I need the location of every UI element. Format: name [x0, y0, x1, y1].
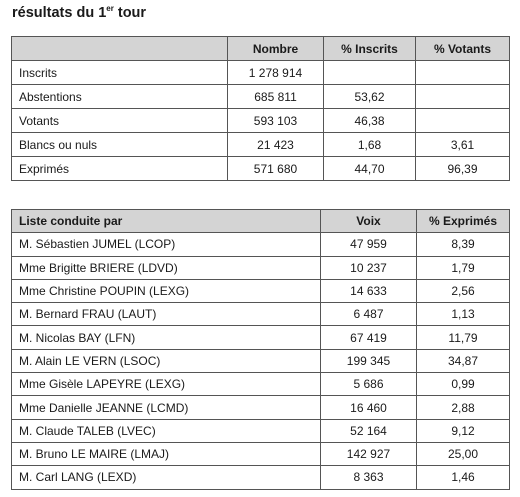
- table-row: [12, 133, 510, 157]
- table-row: [12, 61, 510, 85]
- list-voix: 10 237: [321, 256, 417, 279]
- table-row: [12, 442, 510, 465]
- list-leader-name: Mme Danielle JEANNE (LCMD): [12, 396, 321, 419]
- list-leader-name: Mme Christine POUPIN (LEXG): [12, 279, 321, 302]
- table-row: [12, 466, 510, 489]
- turnout-header-label: [12, 37, 228, 61]
- table-row: [12, 326, 510, 349]
- table-row: [12, 373, 510, 396]
- turnout-header-pct-inscrits: % Inscrits: [324, 37, 416, 61]
- results-header-voix: Voix: [321, 210, 417, 233]
- turnout-label: Exprimés: [12, 157, 228, 181]
- list-voix: 199 345: [321, 349, 417, 372]
- turnout-nombre: 1 278 914: [228, 61, 324, 85]
- list-pct-exprimes: 1,79: [417, 256, 510, 279]
- list-pct-exprimes: 8,39: [417, 233, 510, 256]
- turnout-pct-votants: [416, 61, 510, 85]
- turnout-pct-votants: 3,61: [416, 133, 510, 157]
- list-pct-exprimes: 34,87: [417, 349, 510, 372]
- list-pct-exprimes: 0,99: [417, 373, 510, 396]
- turnout-pct-votants: [416, 109, 510, 133]
- table-row: [12, 109, 510, 133]
- list-leader-name: M. Bernard FRAU (LAUT): [12, 303, 321, 326]
- table-row: [12, 85, 510, 109]
- table-row: [12, 349, 510, 372]
- table-row: [12, 303, 510, 326]
- title-prefix: résultats du 1: [12, 5, 107, 21]
- list-voix: 14 633: [321, 279, 417, 302]
- list-voix: 6 487: [321, 303, 417, 326]
- list-leader-name: M. Sébastien JUMEL (LCOP): [12, 233, 321, 256]
- turnout-nombre: 21 423: [228, 133, 324, 157]
- turnout-header-pct-votants: % Votants: [416, 37, 510, 61]
- list-leader-name: M. Nicolas BAY (LFN): [12, 326, 321, 349]
- list-leader-name: M. Carl LANG (LEXD): [12, 466, 321, 489]
- table-row: [12, 157, 510, 181]
- turnout-header-row: [12, 37, 510, 61]
- list-voix: 47 959: [321, 233, 417, 256]
- turnout-pct-votants: 96,39: [416, 157, 510, 181]
- title-suffix: tour: [113, 5, 147, 21]
- list-voix: 67 419: [321, 326, 417, 349]
- table-row: [12, 279, 510, 302]
- list-voix: 5 686: [321, 373, 417, 396]
- list-leader-name: M. Bruno LE MAIRE (LMAJ): [12, 442, 321, 465]
- list-pct-exprimes: 2,56: [417, 279, 510, 302]
- list-pct-exprimes: 11,79: [417, 326, 510, 349]
- turnout-nombre: 593 103: [228, 109, 324, 133]
- turnout-pct-inscrits: 44,70: [324, 157, 416, 181]
- results-header-list: Liste conduite par: [12, 210, 321, 233]
- turnout-table: [11, 36, 510, 181]
- results-header-pct: % Exprimés: [417, 210, 510, 233]
- turnout-label: Abstentions: [12, 85, 228, 109]
- table-row: [12, 396, 510, 419]
- list-leader-name: Mme Gisèle LAPEYRE (LEXG): [12, 373, 321, 396]
- turnout-label: Blancs ou nuls: [12, 133, 228, 157]
- list-pct-exprimes: 9,12: [417, 419, 510, 442]
- list-voix: 8 363: [321, 466, 417, 489]
- title-superscript: er: [106, 4, 114, 13]
- turnout-pct-inscrits: 1,68: [324, 133, 416, 157]
- turnout-pct-inscrits: [324, 61, 416, 85]
- results-header-row: [12, 210, 510, 233]
- list-voix: 16 460: [321, 396, 417, 419]
- table-row: [12, 233, 510, 256]
- list-pct-exprimes: 1,13: [417, 303, 510, 326]
- table-row: [12, 256, 510, 279]
- results-table: [11, 209, 510, 490]
- page-title: [12, 3, 146, 23]
- list-leader-name: M. Claude TALEB (LVEC): [12, 419, 321, 442]
- turnout-pct-inscrits: 46,38: [324, 109, 416, 133]
- turnout-nombre: 685 811: [228, 85, 324, 109]
- list-leader-name: Mme Brigitte BRIERE (LDVD): [12, 256, 321, 279]
- turnout-label: Inscrits: [12, 61, 228, 85]
- turnout-pct-inscrits: 53,62: [324, 85, 416, 109]
- list-voix: 52 164: [321, 419, 417, 442]
- list-leader-name: M. Alain LE VERN (LSOC): [12, 349, 321, 372]
- list-pct-exprimes: 25,00: [417, 442, 510, 465]
- turnout-label: Votants: [12, 109, 228, 133]
- list-pct-exprimes: 2,88: [417, 396, 510, 419]
- list-pct-exprimes: 1,46: [417, 466, 510, 489]
- table-row: [12, 419, 510, 442]
- turnout-pct-votants: [416, 85, 510, 109]
- turnout-header-nombre: Nombre: [228, 37, 324, 61]
- turnout-nombre: 571 680: [228, 157, 324, 181]
- list-voix: 142 927: [321, 442, 417, 465]
